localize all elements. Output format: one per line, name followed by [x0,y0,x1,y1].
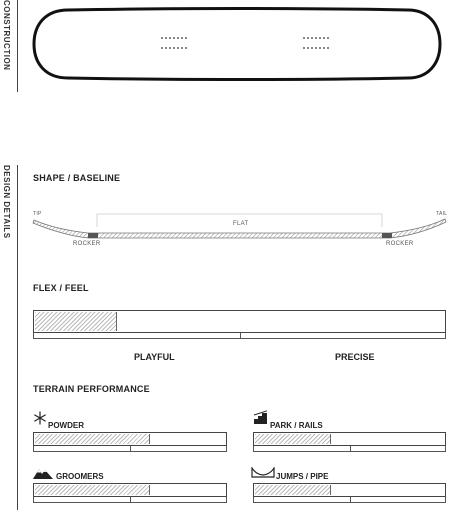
flex-feel-heading: FLEX / FEEL [33,283,89,293]
tail-label: TAIL [436,211,448,217]
construction-divider [17,0,18,92]
terrain-fill-powder [35,434,150,444]
shape-baseline-heading: SHAPE / BASELINE [33,173,121,183]
terrain-label-groomers: GROOMERS [56,472,104,481]
tip-label: TIP [33,211,42,217]
design-details-divider [17,165,18,510]
terrain-bar-park-rails [253,432,446,446]
terrain-fill-groomers [35,485,150,495]
rail-icon [253,410,269,426]
binding-inserts-right [303,37,329,49]
rocker-right-label: ROCKER [386,241,414,247]
flex-bar-fill [35,312,117,331]
precise-label: PRECISE [335,352,375,362]
flex-bar [33,310,446,333]
mountain-icon [32,466,54,480]
terrain-scale-jumps-pipe [253,497,446,503]
flat-label: FLAT [233,221,249,227]
terrain-fill-jumps-pipe [255,485,331,495]
snowboard-top-view [28,4,446,84]
terrain-bar-groomers [33,483,227,497]
terrain-label-jumps-pipe: JUMPS / PIPE [276,472,329,481]
snowflake-icon [33,411,47,425]
terrain-scale-powder [33,446,227,452]
terrain-scale-park-rails [253,446,446,452]
terrain-performance-heading: TERRAIN PERFORMANCE [33,384,150,394]
terrain-bar-powder [33,432,227,446]
flex-scale [33,333,446,339]
halfpipe-icon [251,467,275,479]
design-details-section-label: DESIGN DETAILS [2,165,11,239]
binding-inserts-left [161,37,187,49]
construction-section-label: CONSTRUCTION [2,0,11,71]
rocker-left-label: ROCKER [73,241,101,247]
terrain-scale-groomers [33,497,227,503]
playful-label: PLAYFUL [134,352,175,362]
terrain-label-powder: POWDER [48,421,84,430]
rocker-left-marker [88,233,98,238]
rocker-right-marker [382,233,392,238]
terrain-label-park-rails: PARK / RAILS [270,421,323,430]
terrain-fill-park-rails [255,434,331,444]
terrain-bar-jumps-pipe [253,483,446,497]
